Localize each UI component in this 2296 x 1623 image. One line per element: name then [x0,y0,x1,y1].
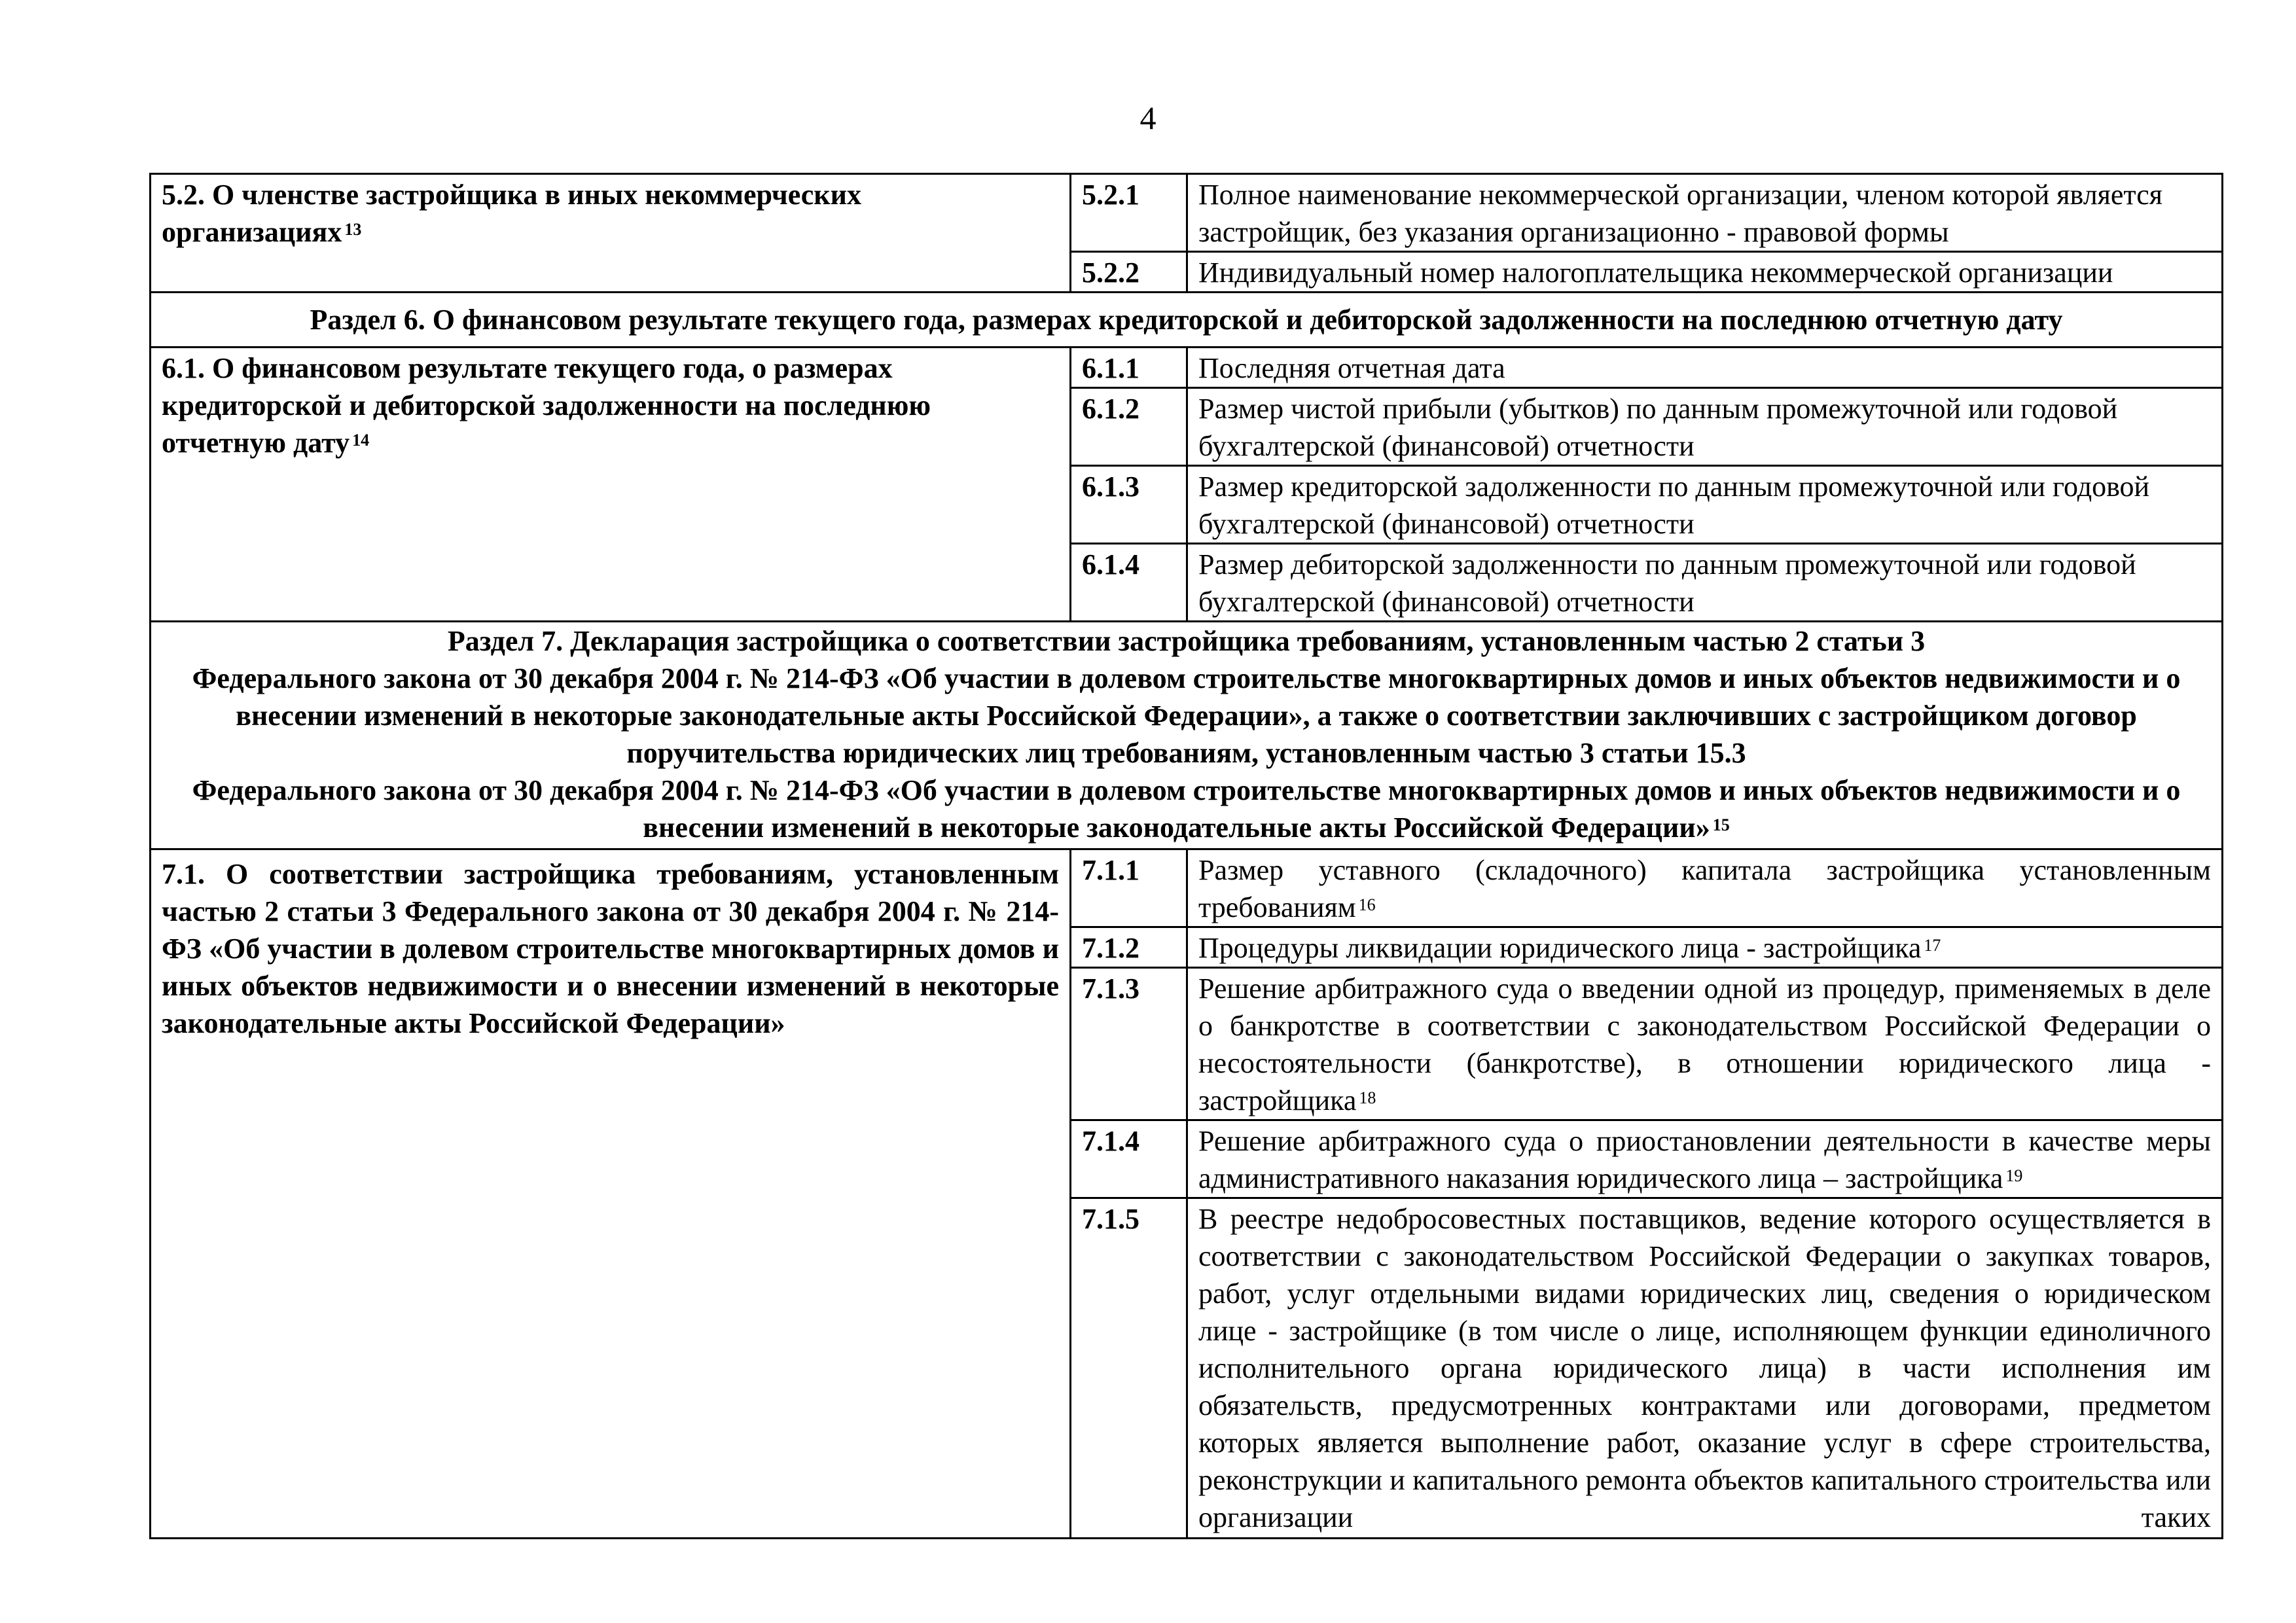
item-text: В реестре недобросовестных поставщиков, ведение которого осуществляется в соответствии с законодательством Российской Федерации о закупках товаров, работ, услуг отдельными видами юридических лиц, сведения о юридическом лице - застройщике (в том числе о лице, исполняющем функции единоличного исполнительного органа юридического лица) в части исполнения им обязательств, предусмотренных контрактами или договорами, предметом которых является выполнение работ, оказание услуг в сфере строительства, реконструкции и капитального ремонта объектов капитального строительства или организации таких [1187,1198,2223,1539]
footnote-ref: 16 [1358,895,1376,914]
item-code: 5.2.2 [1071,252,1187,293]
item-text: Решение арбитражного суда о приостановлении деятельности в качестве меры административного наказания юридического лица – застройщика $^{19}$ [1187,1120,2223,1198]
table-row [151,348,2223,388]
item-code: 7.1.1 [1071,849,1187,927]
subsection-title-6-1: 6.1. О финансовом результате текущего года, о размерах кредиторской и дебиторской задолженности на последнюю отчетную дату $^{14}$ [151,348,1071,622]
item-text: Размер уставного (складочного) капитала застройщика установленным требованиям $^{16}$ [1187,849,2223,927]
subsection-title-7-1: 7.1. О соответствии застройщика требованиям, установленным частью 2 статьи 3 Федерального закона от 30 декабря 2004 г. № 214-ФЗ «Об участии в долевом строительстве многоквартирных домов и иных объектов недвижимости и о внесении изменений в некоторые законодательные акты Российской Федерации» [151,849,1071,1539]
item-code: 6.1.1 [1071,348,1187,388]
item-code: 7.1.2 [1071,927,1187,968]
section-title-line: Раздел 7. Декларация застройщика о соответствии застройщика требованиям, установленным частью 2 статьи 3 [447,625,1926,657]
item-code: 5.2.1 [1071,174,1187,252]
section-title-6: Раздел 6. О финансовом результате текущего года, размерах кредиторской и дебиторской задолженности на последнюю отчетную дату [151,293,2223,348]
item-text: Последняя отчетная дата [1187,348,2223,388]
item-text: Индивидуальный номер налогоплательщика некоммерческой организации [1187,252,2223,293]
section-title-7 [151,622,2223,849]
item-code: 6.1.3 [1071,466,1187,544]
section-row [151,293,2223,348]
section-row [151,622,2223,849]
item-text: Решение арбитражного суда о введении одной из процедур, применяемых в деле о банкротстве в соответствии с законодательством Российской Федерации о несостоятельности (банкротстве), в отношении юридического лица - застройщика $^{18}$ [1187,968,2223,1120]
table-row [151,174,2223,252]
item-text: Процедуры ликвидации юридического лица - застройщика $^{17}$ [1187,927,2223,968]
table-row [151,849,2223,927]
section-title-line: Федерального закона от 30 декабря 2004 г. № 214-ФЗ «Об участии в долевом строительстве многоквартирных домов и иных объектов недвижимости и о внесении изменений в некоторые законодательные акты Российской Федерации» $^{15}$ [192,774,2181,844]
item-code: 6.1.2 [1071,388,1187,466]
footnote-ref: 14 [352,431,370,450]
item-text: Размер чистой прибыли (убытков) по данным промежуточной или годовой бухгалтерской (финансовой) отчетности [1187,388,2223,466]
item-code: 6.1.4 [1071,544,1187,622]
footnote-ref: 17 [1924,936,1941,955]
item-code: 7.1.3 [1071,968,1187,1120]
item-code: 7.1.4 [1071,1120,1187,1198]
subsection-title-5-2: 5.2. О членстве застройщика в иных некоммерческих организациях $^{13}$ [151,174,1071,293]
footnote-ref: 18 [1359,1088,1376,1107]
footnote-ref: 15 [1712,815,1730,834]
item-text: Размер кредиторской задолженности по данным промежуточной или годовой бухгалтерской (финансовой) отчетности [1187,466,2223,544]
item-text: Полное наименование некоммерческой организации, членом которой является застройщик, без указания организационно - правовой формы [1187,174,2223,252]
page-number: 4 [1139,99,1157,136]
footnote-ref: 13 [344,220,362,239]
item-text: Размер дебиторской задолженности по данным промежуточной или годовой бухгалтерской (финансовой) отчетности [1187,544,2223,622]
item-code: 7.1.5 [1071,1198,1187,1539]
declaration-table [149,173,2223,1539]
footnote-ref: 19 [2005,1166,2023,1185]
section-title-line: Федерального закона от 30 декабря 2004 г. № 214-ФЗ «Об участии в долевом строительстве многоквартирных домов и иных объектов недвижимости и о внесении изменений в некоторые законодательные акты Российской Федерации», а также о соответствии заключивших с застройщиком договор поручительства юридических лиц требованиям, установленным частью 3 статьи 15.3 [192,662,2181,769]
